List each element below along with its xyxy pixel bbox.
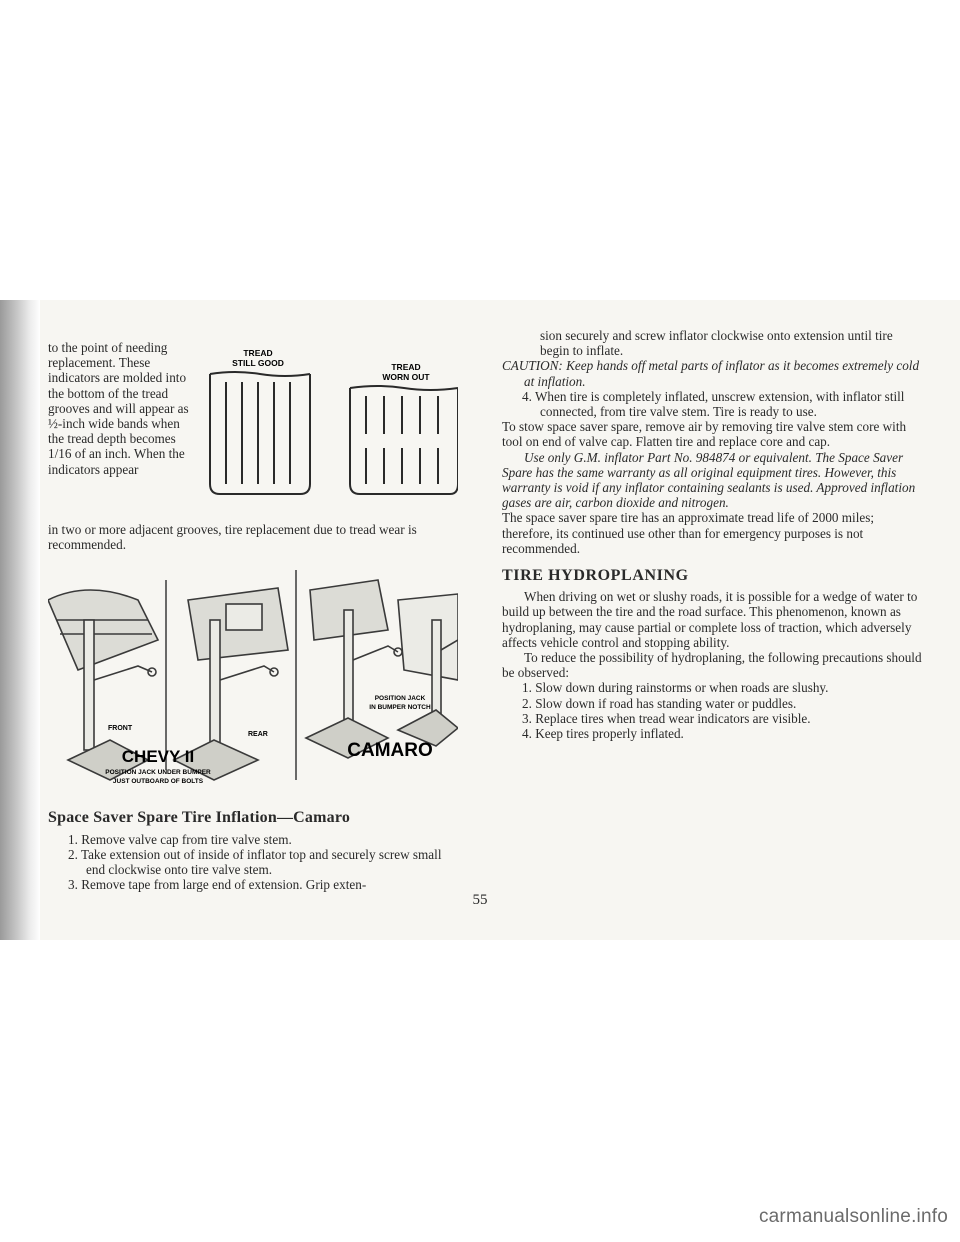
precaution-1: 1. Slow down during rainstorms or when roads are slushy. (522, 680, 829, 696)
inflator-warranty-note: Use only G.M. inflator Part No. 984874 or equivalent. The Space Saver Spare has the same warranty as all original equipment tires. However, this warranty is void if any inflator containing sealants is used. Approved inflation gases are air, carbon dioxide and nitrogen. (502, 449, 916, 511)
chevy-ii-label: CHEVY II (121, 747, 195, 767)
tread-good-label-1: TREAD (243, 348, 273, 358)
tread-worn-label-1: TREAD (391, 362, 421, 372)
chevy-note-1: POSITION JACK UNDER BUMPER (105, 769, 211, 777)
chevy-note-2: JUST OUTBOARD OF BOLTS (112, 778, 204, 786)
watermark-text: carmanualsonline.info (758, 1206, 948, 1227)
inflation-step-3-continued: sion securely and screw inflator clockwise onto extension until tire begin to inflate. (540, 328, 893, 359)
tread-worn-block (350, 386, 458, 494)
tread-worn-label-2: WORN OUT (382, 372, 430, 382)
inflation-step-4: 4. When tire is completely inflated, unscrew extension, with inflator still connected, from tire valve stem. Tire is ready to use. (522, 388, 905, 420)
left-column (48, 340, 458, 892)
space-saver-heading: Space Saver Spare Tire Inflation—Camaro (48, 809, 351, 827)
right-column (502, 328, 922, 741)
tread-good-label-2: STILL GOOD (232, 358, 284, 368)
tread-indicator-illustration (200, 344, 458, 522)
inflation-step-2: 2. Take extension out of inside of inflator top and securely screw small end clockwise onto tire valve stem. (68, 846, 442, 878)
front-label: FRONT (108, 725, 133, 733)
tread-indicator-figure (200, 344, 458, 522)
tread-intro-text: to the point of needing replacement. These indicators are molded into the bottom of the tread grooves and will appear as ½-inch wide bands when the tread depth becomes 1/16 of an inch. When the indicators appear (48, 340, 189, 477)
hydroplaning-paragraph-1: When driving on wet or slushy roads, it is possible for a wedge of water to build up between the tire and the road surface. This phenomenon, known as hydroplaning, may cause partial or complete loss of traction, which adversely affects vehicle control and stopping ability. (502, 589, 918, 650)
camaro-label: CAMARO (347, 740, 433, 762)
precaution-3: 3. Replace tires when tread wear indicators are visible. (522, 710, 811, 726)
hydroplaning-paragraph-2: To reduce the possibility of hydroplaning, the following precautions should be observed: (502, 650, 922, 681)
tread-good-block (210, 372, 310, 494)
inflation-step-3: 3. Remove tape from large end of extension. Grip exten- (68, 877, 367, 893)
book-spine-shadow (0, 300, 40, 940)
camaro-note-2: IN BUMPER NOTCH (369, 704, 431, 712)
jack-position-figure (48, 560, 458, 800)
precaution-2: 2. Slow down if road has standing water or puddles. (522, 695, 797, 711)
camaro-note-1: POSITION JACK (374, 695, 426, 703)
hydroplaning-heading: TIRE HYDROPLANING (502, 567, 689, 585)
camaro-jack-drawing (306, 580, 458, 758)
precaution-4: 4. Keep tires properly inflated. (522, 726, 684, 742)
caution-note: CAUTION: Keep hands off metal parts of inflator as it becomes extremely cold at inflation. (502, 358, 920, 389)
stow-instructions: To stow space saver spare, remove air by removing tire valve stem core with tool on end of valve cap. Flatten tire and replace core and cap. (502, 419, 907, 450)
inflation-step-1: 1. Remove valve cap from tire valve stem. (68, 831, 292, 847)
rear-label: REAR (248, 731, 268, 739)
tread-intro-text-continued: in two or more adjacent grooves, tire replacement due to tread wear is recommended. (48, 522, 417, 553)
page-number: 55 (472, 892, 488, 908)
jack-position-illustration (48, 560, 458, 800)
tread-life-text: The space saver spare tire has an approximate tread life of 2000 miles; therefore, its continued use other than for emergency purposes is not recommended. (502, 510, 875, 556)
